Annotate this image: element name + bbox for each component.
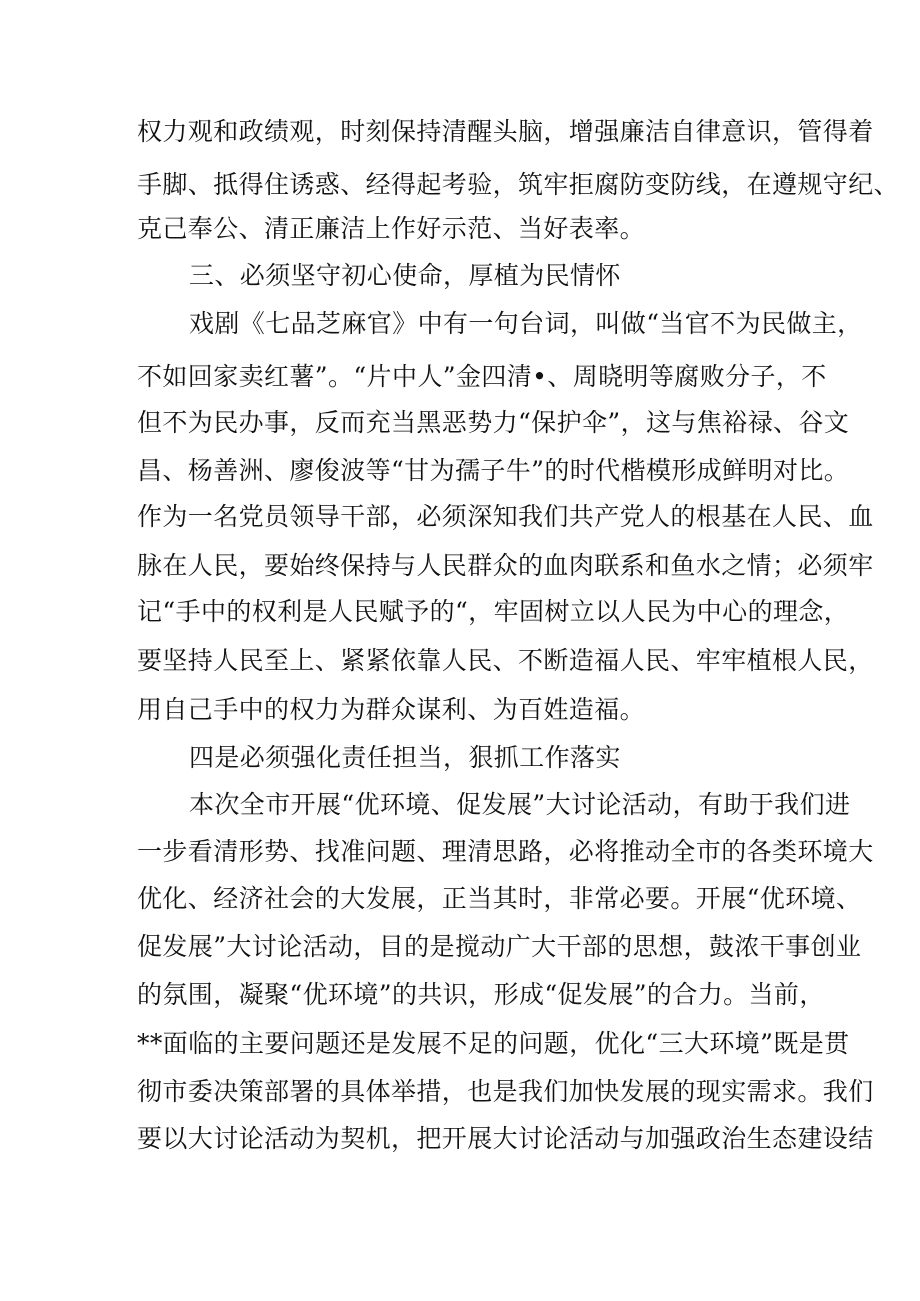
text-line: 戏剧《七品芝麻官》中有一句台词，叫做“当官不为民做主， [189,309,863,338]
text-line: 优化、经济社会的大发展，正当其时，非常必要。开展“优环境、 [137,884,862,913]
text-line: 昌、杨善洲、廖俊波等“甘为孺子牛”的时代楷模形成鲜明对比。 [137,456,850,485]
text-line: 促发展”大讨论活动，目的是搅动广大干部的思想，鼓浓干事创业 [137,932,862,961]
text-line: 的氛围，凝聚“优环境”的共识，形成“促发展”的合力。当前， [137,980,825,1009]
text-line: 彻市委决策部署的具体举措，也是我们加快发展的现实需求。我们 [137,1077,874,1106]
text-line: 克己奉公、清正廉洁上作好示范、当好表率。 [137,214,646,243]
text-line: 手脚、抵得住诱惑、经得起考验，筑牢拒腐防变防线，在遵规守纪、 [137,170,900,199]
text-line: 记“手中的权利是人民赋予的“，牢固树立以人民为中心的理念， [137,597,850,626]
text-line: 但不为民办事，反而充当黑恶势力“保护伞”，这与焦裕禄、谷文 [137,408,850,437]
text-line: 要以大讨论活动为契机，把开展大讨论活动与加强政治生态建设结 [137,1124,874,1153]
text-line: 不如回家卖红薯”。“片中人”金四清•、周晓明等腐败分子，不 [137,362,827,391]
text-line: 作为一名党员领导干部，必须深知我们共产党人的根基在人民、血 [137,502,874,531]
text-line: 用自己手中的权力为群众谋利、为百姓造福。 [137,695,646,724]
text-line: 权力观和政绩观，时刻保持清醒头脑，增强廉洁自律意识，管得着 [137,117,874,146]
text-line: 本次全市开展“优环境、促发展”大讨论活动，有助于我们进 [189,790,851,819]
text-line: 一步看清形势、找准问题、理清思路，必将推动全市的各类环境大 [137,837,874,866]
text-line: **面临的主要问题还是发展不足的问题，优化“三大环境”既是贯 [137,1029,850,1058]
section-heading: 三、必须坚守初心使命，厚植为民情怀 [189,261,621,290]
text-line: 脉在人民，要始终保持与人民群众的血肉联系和鱼水之情；必须牢 [137,551,874,580]
section-heading: 四是必须强化责任担当，狠抓工作落实 [189,743,621,772]
text-line: 要坚持人民至上、紧紧依靠人民、不断造福人民、牢牢植根人民， [137,646,874,675]
